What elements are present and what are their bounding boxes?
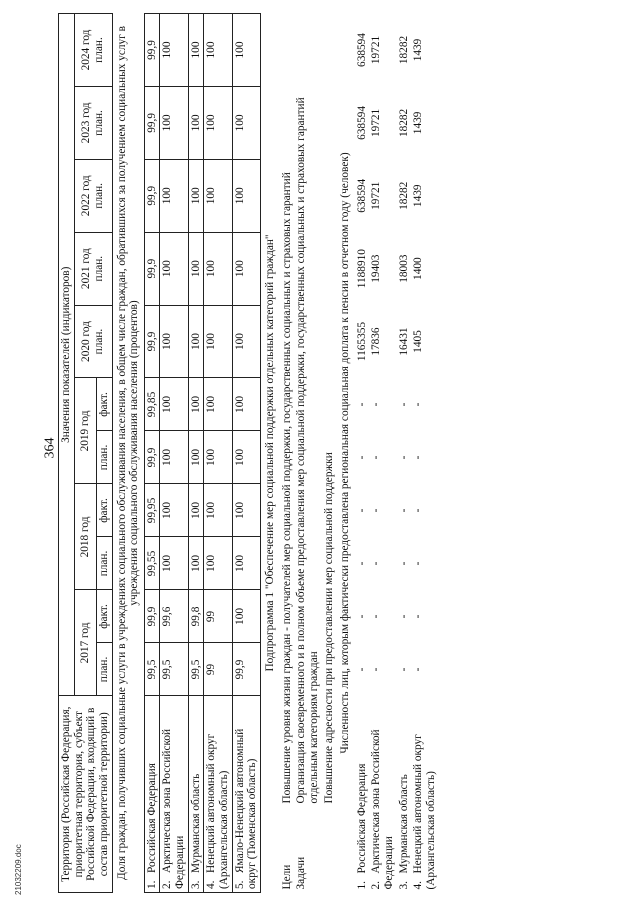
year-2023-header: 2023 год план. — [74, 86, 112, 159]
value-cell: 100 — [188, 305, 204, 378]
territory-cell — [188, 696, 204, 893]
section2-body — [336, 14, 438, 893]
value-cell: 19403 — [370, 254, 383, 283]
value-cell: 100 — [232, 14, 260, 87]
value-cell: 18282 — [397, 181, 410, 210]
value-cell: - — [397, 402, 410, 407]
value-cell: - — [370, 455, 383, 460]
territory-cell — [204, 696, 232, 893]
year-2017-header: 2017 год — [74, 590, 96, 696]
value-cell: - — [370, 561, 383, 566]
value-cell: 18282 — [397, 108, 410, 138]
territory-name: Российская Федерация — [355, 763, 368, 874]
value-cell: 99,5 — [188, 643, 204, 696]
value-cell: 1405 — [412, 330, 425, 353]
value-cell: 99,9 — [232, 643, 260, 696]
territory-name: Ненецкий автономный округ (Архангельская область) — [412, 734, 438, 890]
row-index: 5. — [233, 880, 246, 889]
year-2024-header: 2024 год план. — [74, 14, 112, 87]
rotated-table-page — [58, 13, 598, 893]
page-number: 364 — [42, 437, 58, 459]
value-cell: 99,8 — [188, 590, 204, 643]
table-row — [204, 14, 232, 893]
section1-title: Доля граждан, получивших социальные услуги в учреждениях социального обслуживания населения, в общем числе граждан, обратившихся за получением социальных услуг в учреждения социального обслуживания населения (процентов) — [115, 26, 141, 880]
value-cell: 99,9 — [144, 86, 160, 159]
value-cell: 100 — [204, 537, 232, 590]
value-cell: 1165355 — [355, 321, 368, 362]
section1-body — [112, 14, 260, 893]
value-cell: - — [412, 508, 425, 513]
value-cell: - — [370, 614, 383, 619]
value-cell: 100 — [160, 378, 188, 431]
plan-header: план. — [96, 537, 112, 590]
value-cell: 100 — [188, 537, 204, 590]
territory-name: Арктическая зона Российской Федерации — [161, 728, 187, 889]
row-index: 3. — [397, 881, 410, 890]
value-cell: 99 — [204, 590, 232, 643]
value-cell: 99,55 — [144, 537, 160, 590]
value-cell: 100 — [232, 537, 260, 590]
value-cell: - — [397, 614, 410, 619]
territory-name: Ненецкий автономный округ (Архангельская область) — [205, 733, 231, 889]
value-cell: 638594 — [355, 178, 368, 213]
tasks-label: Задачи — [295, 856, 308, 890]
fact-header: факт. — [96, 484, 112, 537]
value-cell: 99,85 — [144, 378, 160, 431]
value-cell: - — [412, 402, 425, 407]
value-cell: 100 — [232, 590, 260, 643]
territory-name: Мурманская область — [189, 773, 202, 873]
value-cell: 99,5 — [160, 643, 188, 696]
value-cell: 99,9 — [144, 590, 160, 643]
value-cell: - — [412, 667, 425, 672]
value-cell: 99,9 — [144, 159, 160, 232]
territory-cell — [397, 696, 412, 893]
territory-name: Российская Федерация — [145, 763, 158, 873]
subprogram-title: Подпрограмма 1 "Обеспечение мер социальной поддержки отдельных категорий граждан" — [263, 234, 276, 672]
value-cell: 638594 — [355, 105, 368, 140]
value-cell: 1439 — [412, 184, 425, 208]
row-index: 3. — [189, 880, 202, 889]
row-index: 4. — [412, 881, 425, 890]
value-cell: 100 — [188, 14, 204, 87]
values-header: Значения показателей (индикаторов) — [59, 14, 75, 696]
value-cell: 100 — [232, 86, 260, 159]
value-cell: 99,9 — [144, 305, 160, 378]
value-cell: - — [355, 508, 368, 513]
territory-name: Мурманская область — [397, 774, 410, 874]
goals-label: Цели — [280, 864, 293, 890]
value-cell: 100 — [188, 232, 204, 305]
table-row — [232, 14, 260, 893]
value-cell: 100 — [204, 14, 232, 87]
value-cell: - — [397, 667, 410, 672]
plan-header: план. — [96, 643, 112, 696]
value-cell: - — [355, 667, 368, 672]
value-cell: 100 — [232, 159, 260, 232]
row-index: 1. — [145, 880, 158, 889]
value-cell: 100 — [232, 232, 260, 305]
year-2019-header: 2019 год — [74, 378, 96, 484]
value-cell: 100 — [160, 14, 188, 87]
year-2020-header: 2020 год план. — [74, 305, 112, 378]
value-cell: 19721 — [370, 108, 383, 138]
value-cell: 99,9 — [144, 431, 160, 484]
value-cell: 100 — [232, 305, 260, 378]
value-cell: 1188910 — [355, 249, 368, 289]
section2-title: Численность лиц, которым фактически предоставлена региональная социальная доплата к пенсии в отчетном году (человек) — [339, 152, 352, 754]
value-cell: 638594 — [355, 33, 368, 67]
value-cell: 99,9 — [144, 232, 160, 305]
territory-cell — [355, 696, 370, 893]
value-cell: 19721 — [370, 35, 383, 65]
year-2021-header: 2021 год план. — [74, 232, 112, 305]
value-cell: 100 — [232, 431, 260, 484]
territory-cell — [144, 696, 160, 893]
value-cell: - — [370, 402, 383, 407]
table-row — [411, 14, 438, 893]
territory-name: Ямало-Ненецкий автономный округ (Тюменская область) — [233, 728, 259, 889]
value-cell: 100 — [160, 431, 188, 484]
value-cell: 100 — [160, 232, 188, 305]
value-cell: 18282 — [397, 35, 410, 65]
value-cell: - — [370, 667, 383, 672]
indicators-table — [58, 13, 439, 893]
value-cell: 17836 — [370, 327, 383, 356]
table-row — [355, 14, 370, 893]
plan-header: план. — [96, 431, 112, 484]
year-2018-header: 2018 год — [74, 484, 96, 590]
table-row — [369, 14, 396, 893]
value-cell: 1439 — [412, 38, 425, 62]
value-cell: 100 — [204, 378, 232, 431]
value-cell: 100 — [188, 431, 204, 484]
value-cell: 100 — [204, 159, 232, 232]
tasks-text-1: Организация своевременного и в полном объеме предоставления мер социальной поддержки, государственных социальных и страховых гарантий отдельным категориям граждан — [295, 97, 320, 804]
value-cell: - — [355, 614, 368, 619]
territory-cell — [232, 696, 260, 893]
value-cell: 99 — [204, 643, 232, 696]
row-index: 2. — [370, 881, 383, 890]
value-cell: 100 — [204, 232, 232, 305]
subprogram-body — [260, 14, 336, 893]
value-cell: 100 — [204, 431, 232, 484]
value-cell: 99,95 — [144, 484, 160, 537]
value-cell: 99,5 — [144, 643, 160, 696]
value-cell: 100 — [160, 537, 188, 590]
value-cell: 16431 — [397, 327, 410, 356]
value-cell: - — [355, 402, 368, 407]
tasks-text-2: Повышение адресности при предоставлении мер социальной поддержки — [322, 452, 335, 804]
table-row — [144, 14, 160, 893]
value-cell: - — [355, 455, 368, 460]
goals-text: Повышение уровня жизни граждан - получателей мер социальной поддержки, государственных социальных и страховых гарантий — [280, 172, 293, 804]
row-index: 2. — [161, 880, 174, 889]
value-cell: - — [412, 561, 425, 566]
value-cell: 1439 — [412, 111, 425, 135]
territory-name: Арктическая зона Российской Федерации — [370, 729, 396, 890]
value-cell: 100 — [160, 305, 188, 378]
row-index: 1. — [355, 881, 368, 890]
value-cell: - — [397, 508, 410, 513]
value-cell: - — [355, 561, 368, 566]
value-cell: 100 — [188, 484, 204, 537]
territory-cell — [411, 696, 438, 893]
value-cell: 100 — [232, 484, 260, 537]
value-cell: 100 — [160, 86, 188, 159]
value-cell: 100 — [204, 484, 232, 537]
document-id: 21032209.doc — [14, 844, 23, 895]
table-row — [160, 14, 188, 893]
value-cell: 19721 — [370, 181, 383, 210]
value-cell: - — [412, 455, 425, 460]
value-cell: 18003 — [397, 254, 410, 283]
territory-cell — [160, 696, 188, 893]
value-cell: 100 — [188, 159, 204, 232]
value-cell: 100 — [204, 86, 232, 159]
value-cell: - — [370, 508, 383, 513]
table-row — [188, 14, 204, 893]
value-cell: 99,9 — [144, 14, 160, 87]
table-row — [397, 14, 412, 893]
year-2022-header: 2022 год план. — [74, 159, 112, 232]
value-cell: - — [397, 455, 410, 460]
value-cell: 100 — [160, 159, 188, 232]
value-cell: - — [397, 561, 410, 566]
fact-header: факт. — [96, 378, 112, 431]
territory-header: Территория (Российская Федерация, приоритетная территория, субъект Российской Федерации, входящий в состав приоритетной территории) — [59, 696, 113, 893]
value-cell: 1400 — [412, 257, 425, 280]
value-cell: 100 — [188, 378, 204, 431]
value-cell: 100 — [160, 484, 188, 537]
value-cell: 99,6 — [160, 590, 188, 643]
value-cell: 100 — [204, 305, 232, 378]
value-cell: - — [412, 614, 425, 619]
value-cell: 100 — [232, 378, 260, 431]
territory-cell — [369, 696, 396, 893]
value-cell: 100 — [188, 86, 204, 159]
fact-header: факт. — [96, 590, 112, 643]
row-index: 4. — [205, 880, 218, 889]
